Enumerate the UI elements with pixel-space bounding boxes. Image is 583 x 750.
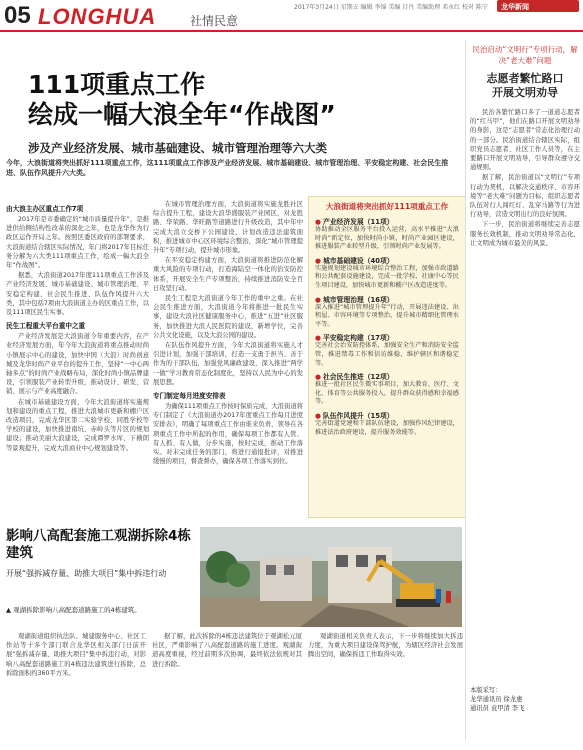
paragraph: 为确保111项重点工作按时保质完成，大浪街道将专门制定了《大浪街道办2017年度重点工作每月进度安排表》，明确了每项重点工作由谁来负责，领导在各项重点工作中所起的作用，确保每项工作都有人管、有人抓、有人做，分步实施，按时完成，推动工作落实。对未完成任务的部门，将进行通报批评，对推进缓慢的项目，督查督办，确保各项工作落实到位。	[153, 403, 303, 466]
infobox-item-heading: 产业经济发展（11项）	[322, 218, 394, 226]
paragraph: 产业经济发展是大浪街道今年重要内容，在产业经济发展方面，年今年大浪街道将重点推动时尚小镇展示中心的建设，加快中国（大浪）时尚创意城及龙华时尚产业平台的提升工作，坚持“一中心两轴多点”的时尚产业战略布局，深化时尚小镇品牌建设，引领服装产业转型升级，推动设计、研发、营销、展示与产业高度融合。	[6, 333, 149, 396]
credits-reporter: 龙华通讯员 徐龙惠	[470, 696, 523, 703]
demolition-photo	[200, 527, 462, 627]
article-2-title: 影响八高配套施工观湖拆除4栋建筑	[6, 528, 191, 561]
infobox-item	[315, 410, 459, 437]
paragraph: 观湖街道相关负责人表示，下一步将继续加大拆违力度，为重大项目建设保驾护航，为辖区经济社会发展腾出空间，确保拆违工作取得实效。	[308, 633, 463, 659]
infobox-item-heading: 城市基础建设（40项）	[322, 256, 394, 265]
infobox-item	[315, 255, 459, 291]
infobox-item-text: 完善社会治安防控体系，加强安全生产和消防安全监管，推进禁毒工作和信访维稳，维护辖区和谐稳定等。	[315, 342, 459, 367]
infobox-item-text: 完善街道党建和干部队伍建设，加强作风纪律建设，推进法治政府建设，提升服务效能等。	[315, 419, 459, 436]
masthead-rule	[0, 30, 583, 32]
newspaper-logo: 龙华新闻	[497, 0, 579, 12]
page-number: 05	[4, 2, 31, 29]
paragraph: 在城市基础建设方面，今年大浪街道将实施规划和建设的重点工程，推进大浪城市更新和棚户区改造项目，完成龙华区第二实验学校、同胜学校等学校的建设，加快推进南坑、赤岭头等片区的规划建设；推动美丽大浪建设，完成谭罗水库、下横朗等景观提升，完成大浪商业中心规划建设等。	[6, 398, 149, 452]
key-tasks-infobox	[308, 196, 466, 518]
article-column-1	[6, 200, 149, 454]
bullet-icon: ●	[315, 218, 321, 226]
infobox-title: 大浪街道将突出抓好111项重点工作	[325, 202, 449, 211]
main-headline	[28, 70, 458, 130]
paragraph: 下一步，民治街道将继续完善志愿服务长效机制，推动文明劝导常态化，让文明成为城市最美的风景。	[470, 221, 580, 247]
paragraph: 观湖街道组织执法队、城建服务中心、社区工作站等十多个部门联合龙华区相关部门日前开展“强拆减存量、助推大项目”集中拆违行动，对影响八高配套道路施工的4栋违法建筑进行拆除，总拆除面积约360平方米。	[6, 633, 146, 677]
infobox-item	[315, 332, 459, 368]
headline-deck: 涉及产业经济发展、城市基础建设、城市管理治理等六大类	[28, 141, 327, 155]
article-2-column-3	[308, 632, 463, 660]
bullet-icon: ●	[315, 334, 321, 343]
credits-correspondents: 通讯员 袁甲清 李飞	[470, 705, 525, 712]
headline-line-1: 111项重点工作	[28, 70, 206, 99]
infobox-item-heading: 社会民生推进（12项）	[322, 373, 394, 382]
infobox-item-heading: 队伍作风提升（15项）	[322, 411, 394, 420]
brand-title: LONGHUA	[38, 4, 157, 29]
paragraph: 在队伍作风提升方面，今年大浪街道将实施人才引进计划，加强干部培训，打造一支勇于担当、善于作为的干部队伍，加强党风廉政建设，深入推进“两学一做”学习教育常态化制度化，坚持以人民为中心的发展思想。	[153, 342, 303, 386]
paragraph: 据了解，此次拆除的4栋违法建筑位于观湖松元厦社区，严重影响了八高配套道路的施工进度。观湖街道高度重视，经过前期多次协调，最终依法依规对其进行拆除。	[152, 633, 302, 668]
column-byline: 由大浪主办区重点工作7项	[6, 205, 84, 213]
sidebar-article	[470, 36, 580, 736]
article-column-2	[153, 200, 303, 467]
infobox-item-text: 协助推动全区服务平台投入运营，高水平推进“大浪时尚”新定位，加快时尚小镇、时尚产业园区建设，推进服装产业转型升级，引领时尚产业发展等。	[315, 226, 459, 251]
paragraph: 民治各繁忙路口多了一道道志愿者的“红马甲”，他们在路口开展文明劝导的身影，这是“志愿者”常态化治理行动的一部分。民治街道结合辖区实际，组织党员志愿者、社区工作人员等，在主要路口开展文明劝导，引导群众遵守交通规则。	[470, 109, 580, 172]
sidebar-title-line-1: 志愿者繁忙路口	[486, 72, 564, 85]
paragraph: 在平安稳定构建方面，大浪街道将推进防范化解重大风险的专项行动，打造海陆空一体化的治安防控体系，开展安全生产专项整治，持续推进消防安全百日攻坚行动。	[153, 257, 303, 292]
subheading: 专门制定每月进度安排表	[153, 392, 226, 401]
bullet-icon: ●	[315, 411, 321, 420]
sidebar-title-line-2: 开展文明劝导	[492, 86, 558, 99]
sidebar-kicker: 民治启动“文明行”专项行动，解决“老大难”问题	[472, 45, 578, 65]
issue-meta: 2017年3月24日 星期五 编辑 李锦 美编 目丹 美编助理 邓永红 校对 陈宁	[294, 4, 488, 11]
bullet-icon: ●	[315, 295, 321, 304]
paragraph: 在城市管理治理方面，大浪街道将实施龙胜社区综合提升工程，建设大浪华盛服装产业园区，对龙胜路、华荣路、华旺路等道路进行升级改造，其中年中完成大浪立交桥下公园建设，计划改造违法建筑面积，推进城市中心区环境综合整治，深化“城市管理提升年”专项行动，提升城市形象。	[153, 201, 303, 255]
article-2-column-2	[152, 632, 302, 669]
paragraph: 2017年是市委确定的“城市质量提升年”，是推进供给侧结构性改革的深化之年，也是龙华作为行政区运作开局之年。按照区委区政府的部署要求，大浪街道结合辖区实际情况，年门将2017年目标任务分解为六大类111项重点工作，绘成一幅大浪全年“作战图”。	[6, 216, 149, 270]
sidebar-body	[470, 108, 580, 248]
bullet-icon: ●	[315, 373, 321, 382]
paragraph: 据了解，民治街道以“文明行”专项行动为契机，以解决交通秩序、市容环境等“老大难”问题为目标，组织志愿者队伍对行人闯红灯、乱穿马路等行为进行劝导，营造文明出行的良好氛围。	[470, 174, 580, 219]
paragraph: 据悉，大浪街道2017年度111项重点工作涉及产业经济发展、城市基础建设、城市管理治理、平安稳定构建、社会民生推进、队伍作风提升六大类，其中包括7项由大浪街道主办的区重点工作，以及111项区民生实事。	[6, 272, 149, 317]
article-2-deck: 开展“强拆减存量、助推大项目”集中拆违行动	[6, 569, 167, 578]
infobox-item-text: 深入推进“城市管理提升年”行动，开展违法建设、出租屋、市容环境等专项整治，提升城市精细化管理水平等。	[315, 303, 459, 328]
column-divider	[465, 40, 466, 740]
infobox-item	[315, 216, 459, 252]
credits-label: 本版采写：	[470, 687, 502, 694]
headline-summary: 今年，大浪街道将突出抓好111项重点工作，这111项重点工作涉及产业经济发展、城市基础建设、城市管理治理、平安稳定构建、社会民生推进、队伍作风提升六大类。	[6, 159, 449, 177]
sidebar-title	[470, 72, 580, 100]
page-credits	[470, 686, 580, 713]
paragraph: 民生工程是大浪街道今年工作的重中之重。在社会民生推进方面，大浪街道今年将推进一批民生实事，建设大浪社区健康服务中心，推进“五进”社区服务，加快推进大浪人民医院的建设，新增学位，完善公共文化设施，以及大浪公园的建设。	[153, 295, 303, 339]
bullet-icon: ●	[315, 256, 321, 265]
infobox-item-heading: 平安稳定构建（17项）	[322, 334, 394, 343]
subheading: 民生工程重大平台重中之重	[6, 322, 86, 331]
infobox-item	[315, 294, 459, 330]
demolition-scene-illustration	[200, 527, 462, 627]
headline-line-2: 绘成一幅大浪全年“作战图”	[28, 100, 336, 129]
infobox-item	[315, 371, 459, 407]
masthead	[0, 0, 583, 36]
infobox-item-text: 实施规划建设城市环境综合整治工程，加强市政道路和公共配套设施建设，完成一批学校、社康中心等民生项目建设，加快城市更新和棚户区改造进度等。	[315, 264, 459, 289]
photo-caption: ▲ 观湖拆除影响八高配套道路施工的4栋建筑。	[6, 606, 141, 614]
section-name: 社情民意	[190, 14, 239, 28]
article-2-column-1	[6, 632, 146, 678]
infobox-item-text: 推进一批社区民生微实事项目，加大教育、医疗、文化、体育等公共服务投入，提升群众获得感和幸福感等。	[315, 381, 459, 406]
infobox-item-heading: 城市管理治理（16项）	[322, 295, 394, 304]
